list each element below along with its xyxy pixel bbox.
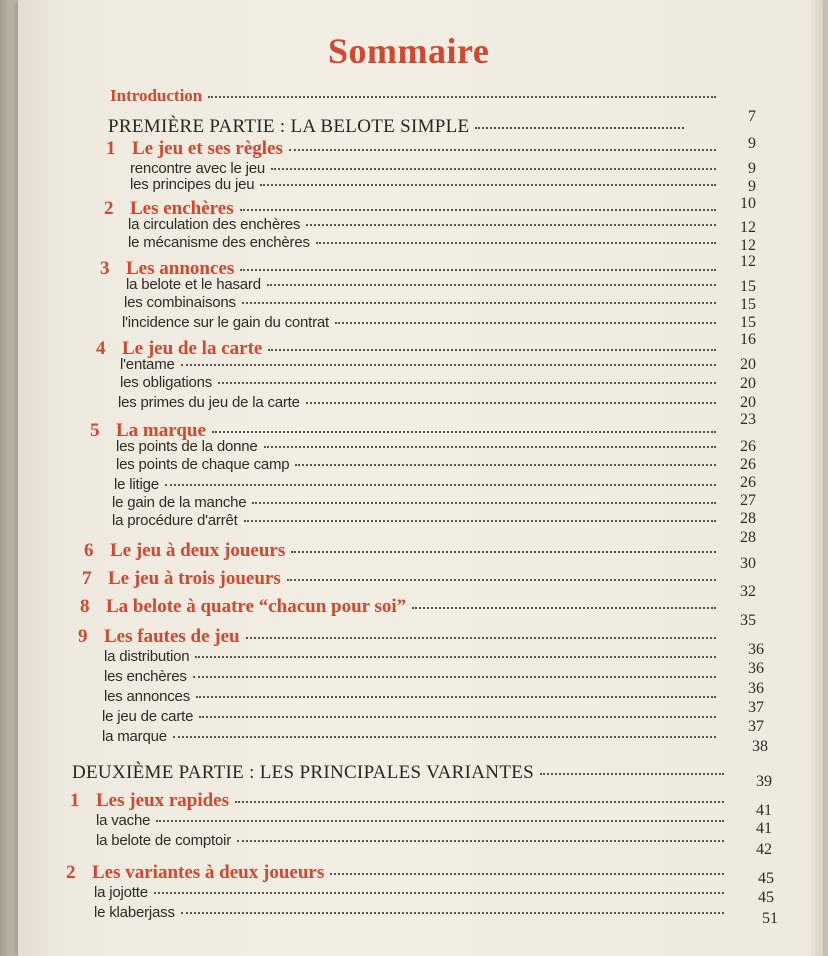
toc-subentry (118, 394, 722, 418)
page-number: 35 (740, 612, 756, 629)
dot-leader (240, 209, 716, 211)
entry-label: les obligations (120, 374, 213, 391)
page-number: 27 (740, 492, 756, 509)
chapter-number: 2 (66, 862, 76, 883)
page-number: 7 (748, 108, 756, 125)
entry-label: la marque (102, 728, 167, 745)
entry-label: les primes du jeu de la carte (118, 394, 300, 411)
page-number: 36 (748, 680, 764, 697)
dot-leader (260, 184, 716, 186)
page-edge (811, 0, 823, 956)
entry-label: les points de la donne (116, 438, 258, 455)
entry-label: rencontre avec le jeu (130, 160, 266, 177)
dot-leader (330, 873, 724, 875)
entry-label: Les fautes de jeu (104, 626, 240, 647)
dot-leader (244, 520, 716, 522)
page-number: 30 (740, 555, 756, 572)
entry-label: le litige (114, 476, 159, 493)
dot-leader (173, 736, 716, 738)
page-number: 32 (740, 583, 756, 600)
dot-leader (199, 716, 716, 718)
page-number: 15 (740, 314, 756, 331)
chapter-number: 7 (82, 568, 92, 589)
entry-label: PREMIÈRE PARTIE : LA BELOTE SIMPLE (108, 116, 470, 137)
entry-label: Le jeu à trois joueurs (108, 568, 281, 589)
page-number: 45 (758, 889, 774, 906)
entry-label: l'incidence sur le gain du contrat (122, 314, 330, 331)
dot-leader (306, 224, 716, 226)
dot-leader (235, 801, 724, 803)
toc-subentry (128, 234, 722, 258)
page-title: Sommaire (328, 31, 490, 71)
toc-chapter (80, 596, 722, 620)
dot-leader (291, 551, 716, 553)
page-number: 20 (740, 356, 756, 373)
dot-leader (237, 840, 724, 842)
entry-label: le jeu de carte (102, 708, 194, 725)
entry-label: la belote et le hasard (126, 276, 261, 293)
page-number: 20 (740, 394, 756, 411)
dot-leader (412, 607, 716, 609)
entry-label: Introduction (110, 86, 203, 105)
dot-leader (295, 464, 716, 466)
chapter-number: 1 (106, 138, 116, 159)
toc-part-heading (72, 762, 730, 786)
dot-leader (271, 168, 716, 170)
entry-label: Les variantes à deux joueurs (92, 862, 325, 883)
dot-leader (196, 696, 716, 698)
page-number: 9 (748, 160, 756, 177)
entry-label: le klaberjass (94, 904, 175, 921)
page-number: 16 (740, 331, 756, 348)
dot-leader (287, 579, 716, 581)
page-number: 39 (756, 773, 772, 790)
entry-label: La marque (116, 420, 206, 441)
entry-label: l'entame (120, 356, 175, 373)
dot-leader (268, 349, 716, 351)
page-number: 12 (740, 237, 756, 254)
dot-leader (246, 637, 716, 639)
dot-leader (181, 912, 724, 914)
entry-label: la circulation des enchères (128, 216, 301, 233)
page-number: 28 (740, 510, 756, 527)
entry-label: le mécanisme des enchères (128, 234, 310, 251)
dot-leader (240, 269, 716, 271)
toc-subentry (96, 832, 730, 856)
toc-chapter (70, 790, 730, 814)
toc-introduction (110, 86, 722, 110)
page-number: 26 (740, 474, 756, 491)
entry-label: la distribution (104, 648, 190, 665)
dot-leader (475, 127, 684, 129)
entry-label: Les enchères (130, 198, 234, 219)
page-number: 38 (752, 738, 768, 755)
toc-chapter (106, 138, 722, 162)
dot-leader (316, 242, 716, 244)
page-number: 10 (740, 195, 756, 212)
toc-subentry (102, 728, 722, 752)
page-number: 12 (740, 253, 756, 270)
entry-label: Les annonces (126, 258, 235, 279)
page-number: 15 (740, 278, 756, 295)
page-number: 41 (756, 820, 772, 837)
entry-label: La belote à quatre “chacun pour soi” (106, 596, 407, 617)
page-number: 12 (740, 219, 756, 236)
entry-label: Le jeu de la carte (122, 338, 263, 359)
book-spine-shadow (0, 0, 18, 956)
page-number: 26 (740, 456, 756, 473)
entry-label: Le jeu à deux joueurs (110, 540, 286, 561)
dot-leader (306, 402, 716, 404)
entry-label: les combinaisons (124, 294, 236, 311)
page-number: 36 (748, 660, 764, 677)
chapter-number: 4 (96, 338, 106, 359)
entry-label: Le jeu et ses règles (132, 138, 283, 159)
entry-label: le gain de la manche (112, 494, 247, 511)
entry-label: les enchères (104, 668, 187, 685)
page-number: 37 (748, 718, 764, 735)
page-number: 45 (758, 870, 774, 887)
page-number: 51 (762, 910, 778, 927)
entry-label: Les jeux rapides (96, 790, 229, 811)
dot-leader (154, 892, 724, 894)
dot-leader (208, 96, 716, 98)
toc-chapter (66, 862, 730, 886)
page-number: 9 (748, 178, 756, 195)
entry-label: la procédure d'arrêt (112, 512, 238, 529)
chapter-number: 5 (90, 420, 100, 441)
page-number: 37 (748, 699, 764, 716)
toc-subentry (94, 904, 730, 928)
chapter-number: 6 (84, 540, 94, 561)
page-number: 26 (740, 438, 756, 455)
entry-label: DEUXIÈME PARTIE : LES PRINCIPALES VARIANTES (72, 762, 535, 783)
toc-part-heading (108, 116, 690, 140)
entry-label: les principes du jeu (130, 176, 255, 193)
dot-leader (156, 820, 724, 822)
chapter-number: 9 (78, 626, 88, 647)
page-number: 9 (748, 135, 756, 152)
toc-subentry (112, 512, 722, 536)
toc-chapter (82, 568, 722, 592)
toc-chapter (78, 626, 722, 650)
page-number: 28 (740, 529, 756, 546)
chapter-number: 3 (100, 258, 110, 279)
entry-label: la vache (96, 812, 151, 829)
dot-leader (242, 302, 716, 304)
page-number: 42 (756, 841, 772, 858)
dot-leader (181, 364, 716, 366)
dot-leader (267, 284, 716, 286)
dot-leader (212, 431, 716, 433)
page-number: 41 (756, 802, 772, 819)
chapter-number: 1 (70, 790, 80, 811)
dot-leader (540, 773, 724, 775)
toc-chapter (84, 540, 722, 564)
entry-label: la jojotte (94, 884, 148, 901)
entry-label: la belote de comptoir (96, 832, 232, 849)
dot-leader (335, 322, 716, 324)
entry-label: les points de chaque camp (116, 456, 290, 473)
page-number: 15 (740, 296, 756, 313)
dot-leader (165, 484, 716, 486)
page-number: 23 (740, 411, 756, 428)
dot-leader (289, 149, 716, 151)
toc-subentry (130, 176, 722, 200)
toc-subentry (122, 314, 722, 338)
chapter-number: 8 (80, 596, 90, 617)
page-number: 36 (748, 641, 764, 658)
dot-leader (193, 676, 716, 678)
page-number: 20 (740, 375, 756, 392)
dot-leader (252, 502, 716, 504)
dot-leader (264, 446, 716, 448)
entry-label: les annonces (104, 688, 190, 705)
dot-leader (218, 382, 716, 384)
dot-leader (195, 656, 716, 658)
chapter-number: 2 (104, 198, 114, 219)
